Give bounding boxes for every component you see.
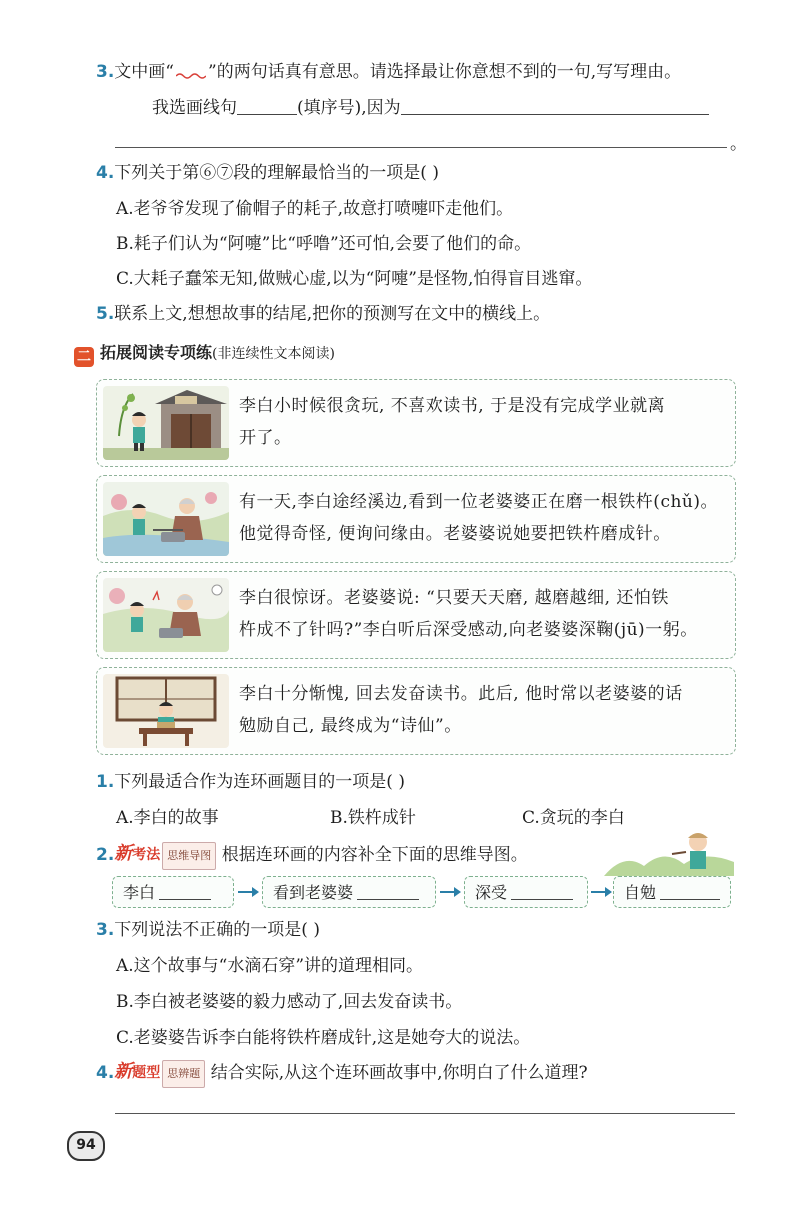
surprised-talk-illustration [103,578,229,652]
mindmap-blank[interactable] [660,881,720,900]
option-c[interactable]: C.贪玩的李白 [522,808,625,828]
period-mark: 。 [730,134,747,154]
story-line: 李白小时候很贪玩, 不喜欢读书, 于是没有完成学业就离 [239,396,666,416]
arrow-right-icon [238,886,260,898]
question-number: 3. [96,920,115,940]
question-number: 5. [96,304,115,324]
question-text: ”的两句话真有意思。请选择最让你意想不到的一句,写写理由。 [208,62,682,82]
new-method-badge [114,842,216,870]
comic-panel-2 [96,475,736,563]
mindmap-label: 看到老婆婆 [273,883,354,902]
question-text: 文中画“ [114,62,174,82]
story-line: 有一天,李白途经溪边,看到一位老婆婆正在磨一根铁杵(chǔ)。 [239,492,718,512]
page-number: 94 [67,1131,105,1161]
story-line: 杵成不了针吗?”李白听后深受感动,向老婆婆深鞠(jū)一躬。 [239,620,698,640]
section-number-icon: 二 [74,347,94,367]
mindmap-blank[interactable] [357,881,419,900]
answer-line[interactable] [115,1113,735,1114]
option-b[interactable]: B.李白被老婆婆的毅力感动了,回去发奋读书。 [116,992,463,1012]
question-4 [96,161,439,185]
sequence-number-blank[interactable] [237,96,297,115]
mindmap-node-1[interactable] [112,876,234,908]
wavy-underline-icon [174,63,208,81]
question-number: 4. [96,163,115,183]
answer-prefix: 我选画线句 [152,98,237,118]
badge-word: 考法 [132,847,161,863]
grinding-rod-illustration [103,482,229,556]
question-5 [96,302,550,326]
section-title: 拓展阅读专项练 [100,343,213,362]
badge-new: 新 [114,1061,133,1082]
question-4b [96,1060,588,1088]
mindmap-node-2[interactable] [262,876,436,908]
studying-at-window-illustration [103,674,229,748]
scholar-illustration [604,826,734,876]
question-text: 根据连环画的内容补全下面的思维导图。 [221,845,528,865]
mindmap-label: 李白 [123,883,156,902]
badge-type: 思辨题 [162,1060,205,1088]
badge-word: 题型 [132,1065,161,1081]
question-number: 3. [96,62,115,82]
question-text: 联系上文,想想故事的结尾,把你的预测写在文中的横线上。 [114,304,551,324]
answer-mid: (填序号),因为 [297,98,401,118]
section-header [74,340,335,367]
comic-panel-4 [96,667,736,755]
option-b[interactable]: B.铁杵成针 [330,808,416,828]
option-b[interactable]: B.耗子们认为“阿嚏”比“呼噜”还可怕,会要了他们的命。 [116,234,532,254]
mindmap-blank[interactable] [511,881,573,900]
question-3b [96,918,320,942]
section-subtitle: (非连续性文本阅读) [212,346,335,362]
story-line: 他觉得奇怪, 便询问缘由。老婆婆说她要把铁杵磨成针。 [239,524,671,544]
badge-new: 新 [114,843,133,864]
mindmap-blank[interactable] [159,881,211,900]
answer-line-1 [152,96,709,120]
question-number: 2. [96,845,115,865]
story-line: 李白很惊讶。老婆婆说: “只要天天磨, 越磨越细, 还怕铁 [239,588,669,608]
question-text: 下列关于第⑥⑦段的理解最恰当的一项是( ) [114,163,439,183]
new-type-badge [114,1060,205,1088]
question-2 [96,842,528,870]
panel-story [239,486,727,550]
panel-story [239,582,727,646]
mindmap-node-3[interactable] [464,876,588,908]
comic-panel-3 [96,571,736,659]
option-c[interactable]: C.大耗子蠢笨无知,做贼心虚,以为“阿嚏”是怪物,怕得盲目逃窜。 [116,269,593,289]
panel-story [239,390,727,454]
gate-scene-illustration [103,386,229,460]
option-a[interactable]: A.老爷爷发现了偷帽子的耗子,故意打喷嚏吓走他们。 [116,199,514,219]
arrow-right-icon [440,886,462,898]
option-a[interactable]: A.李白的故事 [116,808,219,828]
answer-line-2[interactable] [115,147,727,148]
question-number: 1. [96,772,115,792]
question-text: 结合实际,从这个连环画故事中,你明白了什么道理? [210,1063,588,1083]
story-line: 勉励自己, 最终成为“诗仙”。 [239,716,462,736]
reason-blank[interactable] [401,96,709,115]
mindmap-label: 深受 [475,883,508,902]
question-text: 下列最适合作为连环画题目的一项是( ) [114,772,405,792]
option-c[interactable]: C.老婆婆告诉李白能将铁杵磨成针,这是她夸大的说法。 [116,1028,531,1048]
story-line: 开了。 [239,428,292,448]
story-line: 李白十分惭愧, 回去发奋读书。此后, 他时常以老婆婆的话 [239,684,683,704]
arrow-right-icon [591,886,613,898]
badge-type: 思维导图 [162,842,216,870]
question-3 [96,60,681,84]
mindmap-label: 自勉 [624,883,657,902]
question-number: 4. [96,1063,115,1083]
mindmap-node-4[interactable] [613,876,731,908]
comic-panel-1 [96,379,736,467]
question-1 [96,770,405,794]
question-text: 下列说法不正确的一项是( ) [114,920,320,940]
panel-story [239,678,727,742]
option-a[interactable]: A.这个故事与“水滴石穿”讲的道理相同。 [116,956,424,976]
